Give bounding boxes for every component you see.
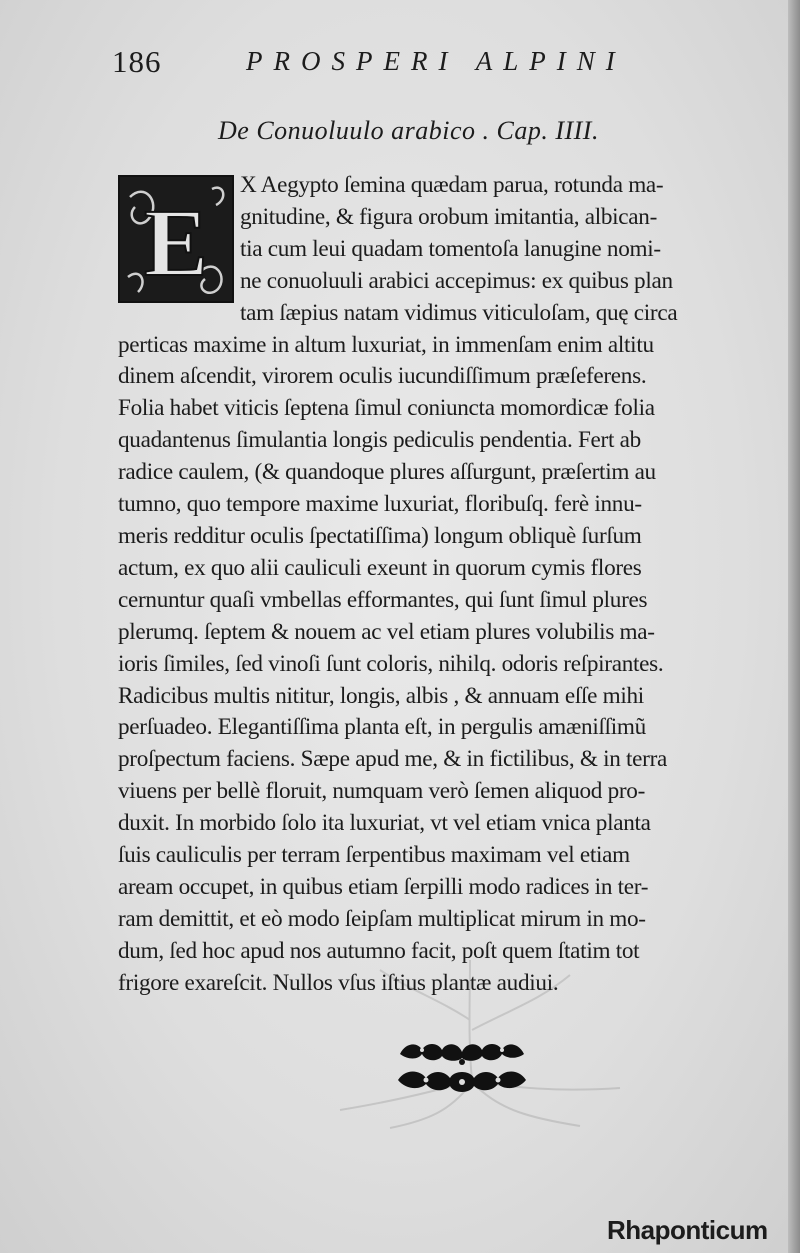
body-text [118, 170, 794, 1000]
catchword: Rhaponticum [607, 1215, 768, 1245]
text-line: aream occupet, in quibus etiam ſerpilli modo radices in ter- [118, 873, 649, 900]
text-line: tumno, quo tempore maxime luxuriat, floribuſq. ferè innu- [118, 491, 642, 518]
text-line: ne conuoluuli arabici accepimus: ex quibus plan [240, 267, 673, 294]
text-line: Folia habet viticis ſeptena ſimul coniuncta momordicæ folia [118, 395, 655, 422]
text-line: plerumq. ſeptem & nouem ac vel etiam plures volubilis ma- [118, 618, 655, 645]
text-line: ſuis cauliculis per terram ſerpentibus maximam vel etiam [118, 842, 630, 869]
text-line: viuens per bellè floruit, numquam verò ſemen aliquod pro- [118, 778, 646, 805]
drop-cap-letter: E [143, 189, 209, 296]
text-line: ioris ſimiles, ſed vinoſi ſunt coloris, nihilq. odoris reſpirantes. [118, 650, 664, 677]
text-line: cernuntur quaſi vmbellas efformantes, qui ſunt ſimul plures [118, 586, 648, 613]
text-line: proſpectum faciens. Sæpe apud me, & in fictilibus, & in terra [118, 746, 668, 773]
text-line: quadantenus ſimulantia longis pediculis pendentia. Fert ab [118, 427, 641, 454]
text-line: frigore exareſcit. Nullos vſus iſtius plantæ audiui. [118, 969, 559, 996]
text-line: ram demittit, et eò modo ſeipſam multiplicat mirum in mo- [118, 905, 646, 932]
page-number: 186 [112, 44, 162, 79]
running-head: PROSPERI ALPINI [246, 46, 626, 76]
text-line: duxit. In morbido ſolo ita luxuriat, vt vel etiam vnica planta [118, 810, 651, 837]
text-line: tia cum leui quadam tomentoſa lanugine nomi- [240, 235, 661, 262]
text-line: gnitudine, & figura orobum imitantia, albican- [240, 203, 657, 230]
text-line: actum, ex quo alii cauliculi exeunt in quorum cymis flores [118, 554, 642, 581]
text-line: dinem aſcendit, virorem oculis iucundiſſimum præſeferens. [118, 363, 647, 390]
text-line: tam ſæpius natam vidimus viticuloſam, quę circa [240, 299, 678, 326]
text-line: Radicibus multis nititur, longis, albis , & annuam eſſe mihi [118, 682, 644, 709]
floral-tailpiece-ornament-icon [392, 1040, 532, 1098]
text-line: perſuadeo. Elegantiſſima planta eſt, in pergulis amæniſſimũ [118, 714, 646, 741]
text-line: X Aegypto ſemina quædam parua, rotunda ma- [240, 172, 664, 198]
text-line: dum, ſed hoc apud nos autumno facit, poſt quem ſtatim tot [118, 937, 640, 964]
text-line: perticas maxime in altum luxuriat, in immenſam enim altitu [118, 331, 654, 358]
text-line: radice caulem, (& quandoque plures aſſurgunt, præſertim au [118, 459, 656, 486]
text-line: meris redditur oculis ſpectatiſſima) longum obliquè ſurſum [118, 522, 642, 549]
chapter-title: De Conuoluulo arabico . Cap. IIII. [218, 116, 599, 145]
